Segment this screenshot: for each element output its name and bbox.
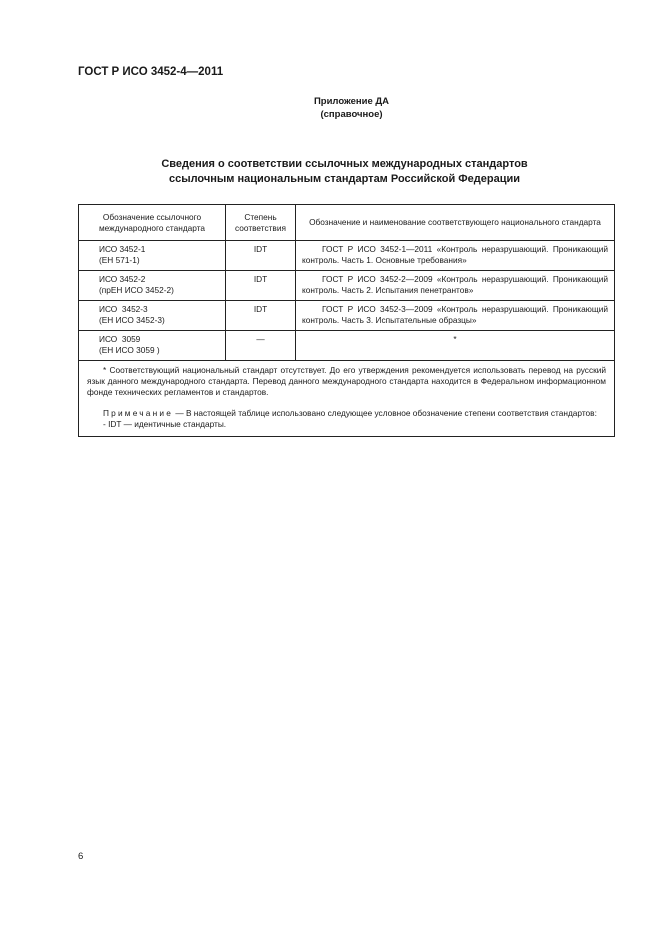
national-standard-text: ГОСТ Р ИСО 3452-2—2009 «Контроль неразрушающий. Проникающий контроль. Часть 2. Испытания пенетрантов» — [302, 274, 608, 295]
section-title — [0, 157, 661, 187]
footnote-cell — [79, 361, 615, 437]
national-standard-cell — [296, 241, 615, 271]
table-row — [79, 331, 615, 361]
page-number: 6 — [78, 851, 84, 862]
appendix-heading — [0, 95, 661, 121]
header-national: Обозначение и наименование соответствующего национального стандарта — [296, 205, 615, 241]
table-row — [79, 241, 615, 271]
ref-standard-cell — [79, 331, 226, 361]
ref-standard-equivalent: (ЕН ИСО 3452-3) — [99, 315, 165, 325]
ref-standard-code: ИСО 3452-1 — [99, 244, 146, 254]
ref-standard-cell — [79, 271, 226, 301]
section-title-line1: Сведения о соответствии ссылочных международных стандартов — [161, 158, 528, 170]
ref-standard-cell — [79, 301, 226, 331]
header-degree — [226, 205, 296, 241]
national-standard-cell — [296, 331, 615, 361]
table-header-row — [79, 205, 615, 241]
ref-standard-code: ИСО 3452-2 — [99, 274, 146, 284]
national-standard-text: * — [453, 334, 457, 344]
degree-cell: IDT — [226, 241, 296, 271]
degree-cell: — — [226, 331, 296, 361]
reference-table — [78, 204, 615, 437]
header-degree-line1: Степень — [244, 211, 277, 222]
document-header: ГОСТ Р ИСО 3452-4—2011 — [78, 66, 224, 78]
footnote-text: * Соответствующий национальный стандарт отсутствует. До его утверждения рекомендуется использовать перевод на русский язык данного международного стандарта. Перевод данного международного стандарта находится в Федеральном информационном фонде технических регламентов и стандартов. — [87, 365, 606, 397]
ref-standard-equivalent: (ЕН 571-1) — [99, 255, 140, 265]
appendix-subtitle: (справочное) — [320, 109, 383, 120]
ref-standard-equivalent: (прЕН ИСО 3452-2) — [99, 285, 174, 295]
national-standard-text: ГОСТ Р ИСО 3452-1—2011 «Контроль неразрушающий. Проникающий контроль. Часть 1. Основные требования» — [302, 244, 608, 265]
note-paragraph — [87, 408, 606, 419]
note-label: Примечание — [103, 408, 174, 418]
degree-cell: IDT — [226, 301, 296, 331]
ref-standard-code: ИСО 3452-3 — [99, 304, 148, 314]
national-standard-cell — [296, 301, 615, 331]
table-row — [79, 301, 615, 331]
ref-standard-equivalent: (ЕН ИСО 3059 ) — [99, 345, 160, 355]
note-text: — В настоящей таблице использовано следующее условное обозначение степени соответствия стандартов: — [173, 408, 597, 418]
national-standard-cell — [296, 271, 615, 301]
header-ref-line2: международного стандарта — [98, 222, 206, 233]
ref-standard-cell — [79, 241, 226, 271]
header-ref-standard — [79, 205, 226, 241]
ref-standard-code: ИСО 3059 — [99, 334, 141, 344]
header-ref-line1: Обозначение ссылочного — [102, 211, 202, 222]
appendix-title: Приложение ДА — [313, 96, 390, 107]
note-list-item: - IDT — идентичные стандарты. — [103, 419, 227, 429]
header-degree-line2: соответствия — [235, 222, 286, 233]
national-standard-text: ГОСТ Р ИСО 3452-3—2009 «Контроль неразрушающий. Проникающий контроль. Часть 3. Испытательные образцы» — [302, 304, 608, 325]
table-row — [79, 271, 615, 301]
section-title-line2: ссылочным национальным стандартам Российской Федерации — [168, 173, 521, 185]
table-footnote-row — [79, 361, 615, 437]
degree-cell: IDT — [226, 271, 296, 301]
